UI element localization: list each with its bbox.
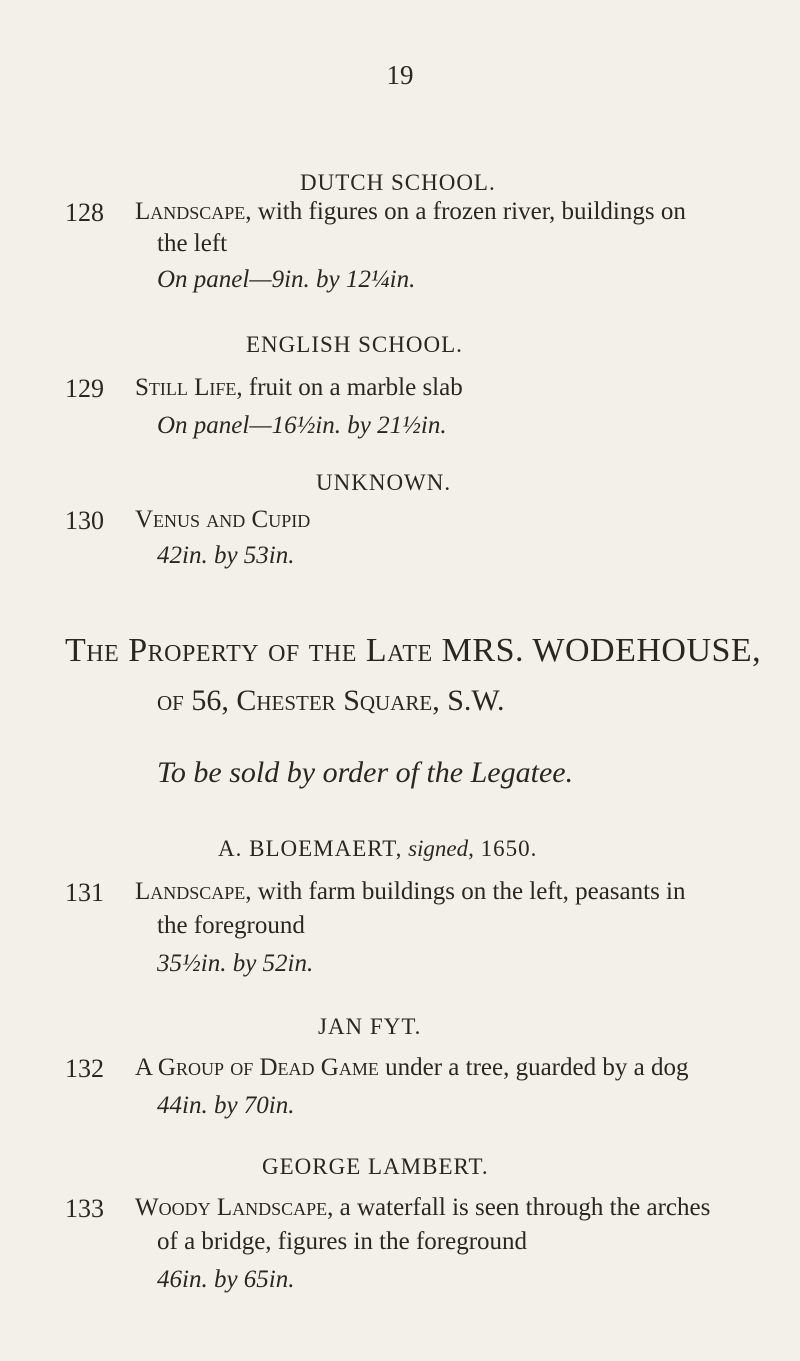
lot-dimensions-132: 44in. by 70in. bbox=[157, 1092, 295, 1119]
lot-continuation-128: the left bbox=[157, 230, 228, 257]
lot-description-128 bbox=[135, 198, 686, 226]
lot-number-133: 133 bbox=[65, 1194, 104, 1223]
lot-text: under a tree, guarded by a dog bbox=[378, 1054, 689, 1081]
lot-dimensions-128: On panel—9in. by 12¼in. bbox=[157, 266, 416, 293]
artist-heading-lambert: GEORGE LAMBERT. bbox=[262, 1154, 489, 1179]
artist-heading-fyt: JAN FYT. bbox=[318, 1014, 422, 1039]
lot-number-131: 131 bbox=[65, 878, 104, 907]
lot-dimensions-133: 46in. by 65in. bbox=[157, 1266, 295, 1293]
lot-description-130 bbox=[135, 506, 310, 534]
lot-number-128: 128 bbox=[65, 198, 104, 227]
lot-dimensions-129: On panel—16½in. by 21½in. bbox=[157, 412, 447, 439]
property-heading: The Property of the Late MRS. WODEHOUSE, bbox=[65, 632, 762, 669]
section-heading-unknown: UNKNOWN. bbox=[316, 470, 452, 495]
lot-text: a waterfall is seen through the arches bbox=[333, 1194, 711, 1221]
lot-text: with figures on a frozen river, buildings on bbox=[251, 198, 686, 225]
lot-title: Landscape, bbox=[135, 198, 252, 225]
page-number: 19 bbox=[386, 60, 414, 90]
lot-dimensions-131: 35½in. by 52in. bbox=[157, 950, 314, 977]
lot-description-132 bbox=[135, 1054, 688, 1082]
lot-number-129: 129 bbox=[65, 374, 104, 403]
lot-description-133 bbox=[135, 1194, 710, 1222]
lot-description-129 bbox=[135, 374, 463, 402]
lot-title: Venus and Cupid bbox=[135, 506, 311, 533]
section-heading-english: ENGLISH SCHOOL. bbox=[246, 332, 463, 357]
lot-text: fruit on a marble slab bbox=[242, 374, 463, 401]
lot-title: Woody Landscape, bbox=[135, 1194, 334, 1221]
artist-date: 1650. bbox=[473, 836, 538, 861]
lot-title: Landscape, bbox=[135, 878, 252, 905]
lot-dimensions-130: 42in. by 53in. bbox=[157, 542, 295, 569]
lot-text: with farm buildings on the left, peasants in bbox=[251, 878, 686, 905]
property-address: of 56, Chester Square, S.W. bbox=[157, 684, 505, 717]
lot-number-130: 130 bbox=[65, 506, 104, 535]
artist-heading-bloemaert bbox=[218, 836, 537, 862]
lot-continuation-131: the foreground bbox=[157, 912, 305, 939]
lot-title: A Group of Dead Game bbox=[135, 1054, 379, 1081]
lot-continuation-133: of a bridge, figures in the foreground bbox=[157, 1228, 528, 1255]
lot-number-132: 132 bbox=[65, 1054, 104, 1083]
lot-title: Still Life, bbox=[135, 374, 243, 401]
sale-instruction: To be sold by order of the Legatee. bbox=[157, 756, 574, 789]
artist-name: A. BLOEMAERT, bbox=[218, 836, 403, 861]
lot-description-131 bbox=[135, 878, 686, 906]
artist-note: signed, bbox=[402, 836, 474, 861]
section-heading-dutch: DUTCH SCHOOL. bbox=[300, 170, 496, 195]
